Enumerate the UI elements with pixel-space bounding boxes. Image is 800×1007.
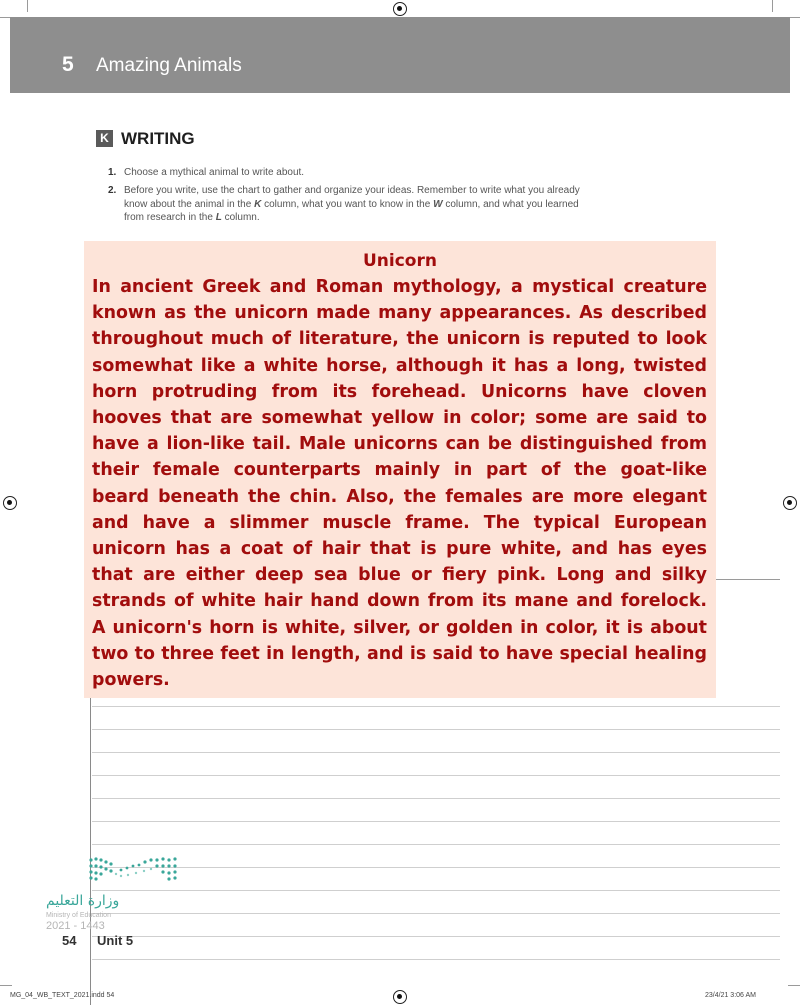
page-number: 54	[62, 933, 77, 948]
writing-line	[92, 936, 780, 937]
ministry-name-arabic: وزارة التعليم	[46, 893, 120, 909]
writing-line	[92, 890, 780, 891]
writing-line	[92, 913, 780, 914]
crop-mark	[0, 985, 12, 986]
crop-mark	[772, 0, 773, 12]
answer-title: Unicorn	[363, 251, 437, 271]
registration-mark-icon	[393, 2, 407, 16]
instruction-number: 1.	[108, 167, 117, 178]
writing-line	[92, 821, 780, 822]
writing-line	[92, 775, 780, 776]
section-heading: WRITING	[121, 129, 195, 148]
writing-line	[92, 729, 780, 730]
section-badge: K	[96, 130, 113, 147]
writing-line	[92, 867, 780, 868]
instruction-item	[108, 166, 744, 180]
page-unit-label: Unit 5	[97, 933, 134, 948]
writing-line	[92, 752, 780, 753]
crop-mark	[788, 985, 800, 986]
crop-mark	[27, 0, 28, 12]
instruction-item	[108, 184, 764, 225]
unit-number: 5	[62, 53, 74, 76]
ministry-year: 2021 - 1443	[46, 920, 105, 932]
writing-line	[92, 706, 780, 707]
unit-title: Amazing Animals	[96, 55, 242, 76]
ministry-logo-icon	[88, 856, 183, 886]
answer-overlay	[84, 241, 716, 698]
writing-line	[92, 798, 780, 799]
writing-line	[92, 844, 780, 845]
instruction-number: 2.	[108, 185, 117, 196]
instruction-line: know about the animal in the K column, what you want to know in the W column, and what you learned	[124, 198, 579, 210]
print-slug-file: MG_04_WB_TEXT_2021.indd 54	[10, 992, 115, 999]
registration-mark-icon	[783, 496, 797, 510]
print-slug-timestamp: 23/4/21 3:06 AM	[705, 992, 756, 999]
instruction-line: Before you write, use the chart to gather and organize your ideas. Remember to write what you already	[124, 185, 580, 196]
instruction-line: from research in the L column.	[124, 212, 260, 223]
registration-mark-icon	[3, 496, 17, 510]
instruction-line: Choose a mythical animal to write about.	[124, 167, 305, 178]
ministry-name-english: Ministry of Education	[46, 912, 111, 919]
writing-line	[92, 959, 780, 960]
answer-body: In ancient Greek and Roman mythology, a mystical creature known as the unicorn made many appearances. As described throughout much of literature, the unicorn is reputed to look somewhat like a white horse, although it has a long, twisted horn protruding from its forehead. Unicorns have cloven hooves that are somewhat yellow in color; some are said to have a lion-like tail. Male unicorns can be distinguished from their female counterparts mainly in part of the goat-like beard beneath the chin. Also, the females are more elegant and have a slimmer muscle frame. The typical European unicorn has a coat of hair that is pure white, and has eyes that are either deep sea blue or fiery pink. Long and silky strands of white hair hand down from its mane and forelock. A unicorn's horn is white, silver, or golden in color, it is about two to three feet in length, and is said to have special healing powers.	[92, 277, 707, 691]
